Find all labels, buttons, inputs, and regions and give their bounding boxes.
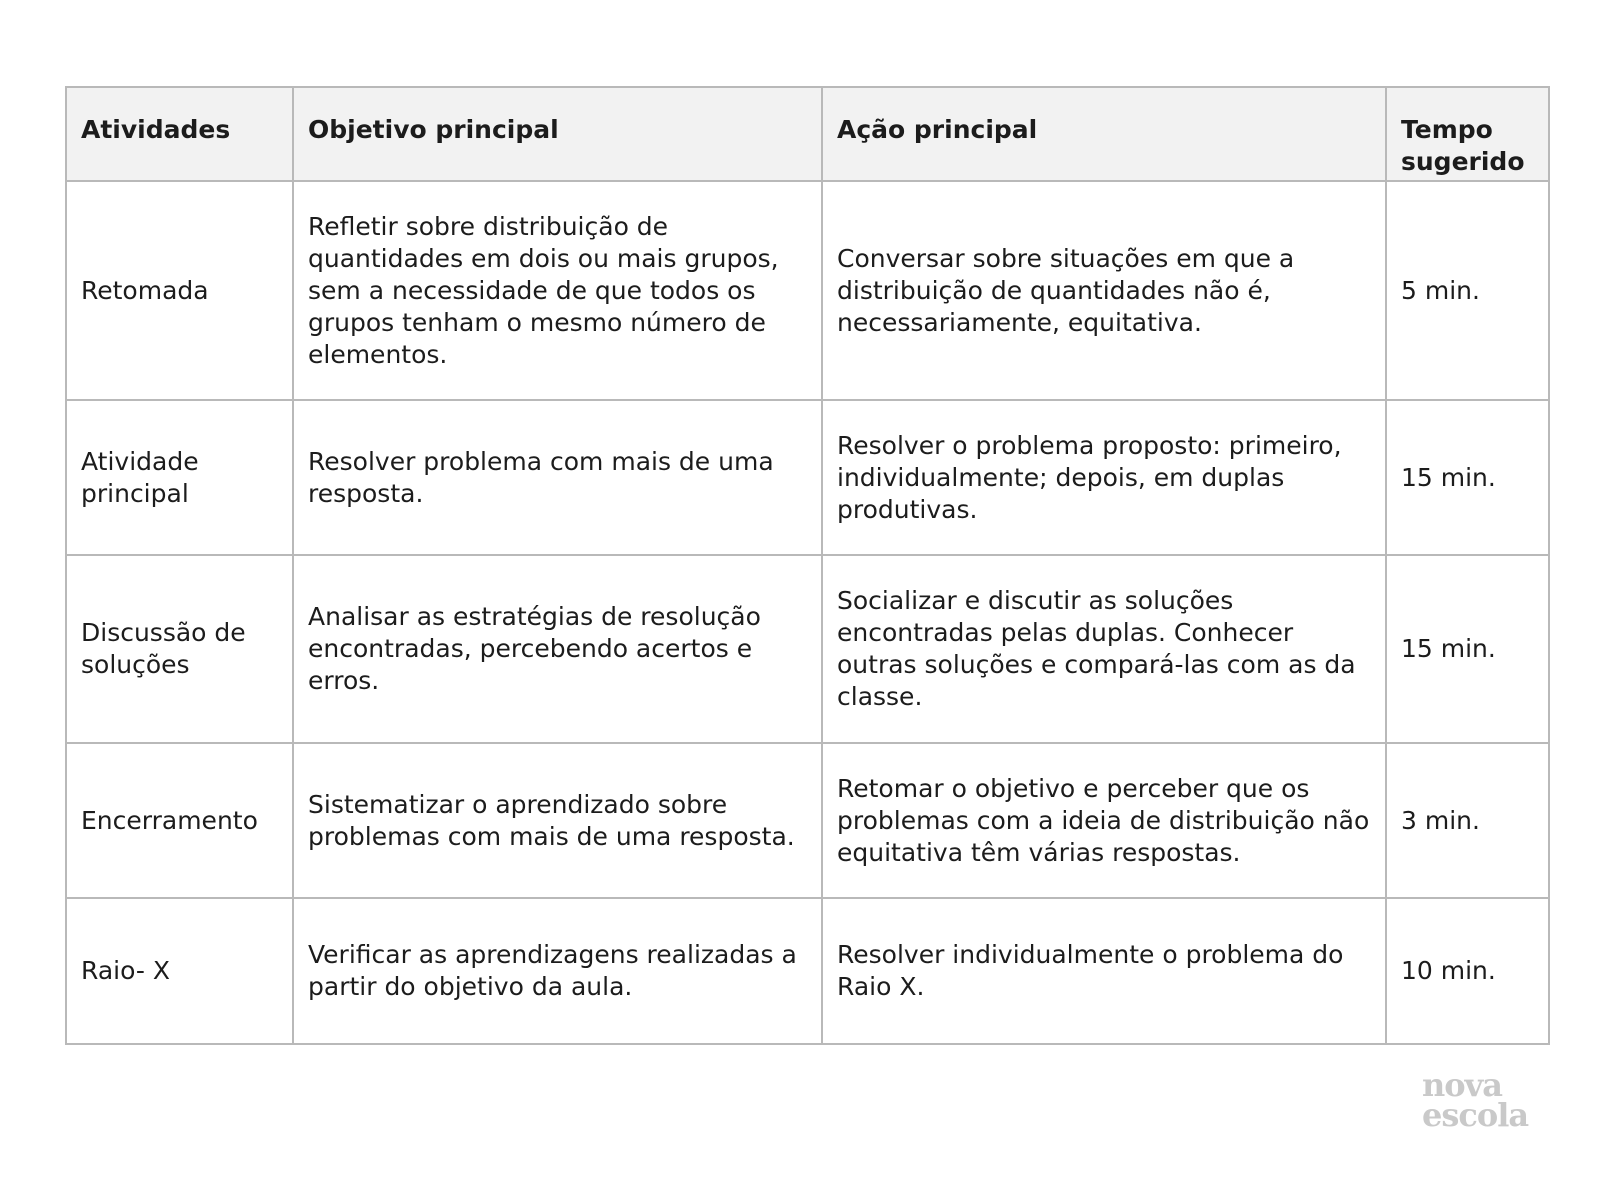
lesson-plan-table — [65, 86, 1550, 1045]
cell-acao: Resolver o problema proposto: primeiro, individualmente; depois, em duplas produtivas. — [822, 400, 1386, 555]
cell-acao: Conversar sobre situações em que a distribuição de quantidades não é, necessariamente, equitativa. — [822, 181, 1386, 400]
cell-acao: Retomar o objetivo e perceber que os problemas com a ideia de distribuição não equitativa têm várias respostas. — [822, 743, 1386, 898]
cell-tempo: 3 min. — [1386, 743, 1549, 898]
cell-atividade: Encerramento — [66, 743, 293, 898]
header-objetivo-principal: Objetivo principal — [293, 87, 822, 181]
nova-escola-logo — [1422, 1066, 1542, 1134]
table-row — [66, 898, 1549, 1044]
table-row — [66, 400, 1549, 555]
header-acao-principal: Ação principal — [822, 87, 1386, 181]
cell-objetivo: Analisar as estratégias de resolução encontradas, percebendo acertos e erros. — [293, 555, 822, 743]
cell-acao: Socializar e discutir as soluções encontradas pelas duplas. Conhecer outras soluções e compará-las com as da classe. — [822, 555, 1386, 743]
cell-objetivo: Resolver problema com mais de uma resposta. — [293, 400, 822, 555]
cell-objetivo: Refletir sobre distribuição de quantidades em dois ou mais grupos, sem a necessidade de que todos os grupos tenham o mesmo número de elementos. — [293, 181, 822, 400]
cell-tempo: 5 min. — [1386, 181, 1549, 400]
header-atividades: Atividades — [66, 87, 293, 181]
cell-atividade: Atividade principal — [66, 400, 293, 555]
cell-atividade: Raio- X — [66, 898, 293, 1044]
cell-atividade: Retomada — [66, 181, 293, 400]
cell-acao: Resolver individualmente o problema do Raio X. — [822, 898, 1386, 1044]
cell-tempo: 15 min. — [1386, 400, 1549, 555]
table-header-row — [66, 87, 1549, 181]
logo-line-nova: nova — [1422, 1066, 1502, 1104]
cell-objetivo: Verificar as aprendizagens realizadas a partir do objetivo da aula. — [293, 898, 822, 1044]
table-row — [66, 555, 1549, 743]
header-tempo-sugerido: Tempo sugerido — [1386, 87, 1549, 181]
table-row — [66, 743, 1549, 898]
cell-objetivo: Sistematizar o aprendizado sobre problemas com mais de uma resposta. — [293, 743, 822, 898]
table-row — [66, 181, 1549, 400]
cell-atividade: Discussão de soluções — [66, 555, 293, 743]
logo-line-escola: escola — [1422, 1096, 1529, 1134]
cell-tempo: 10 min. — [1386, 898, 1549, 1044]
cell-tempo: 15 min. — [1386, 555, 1549, 743]
